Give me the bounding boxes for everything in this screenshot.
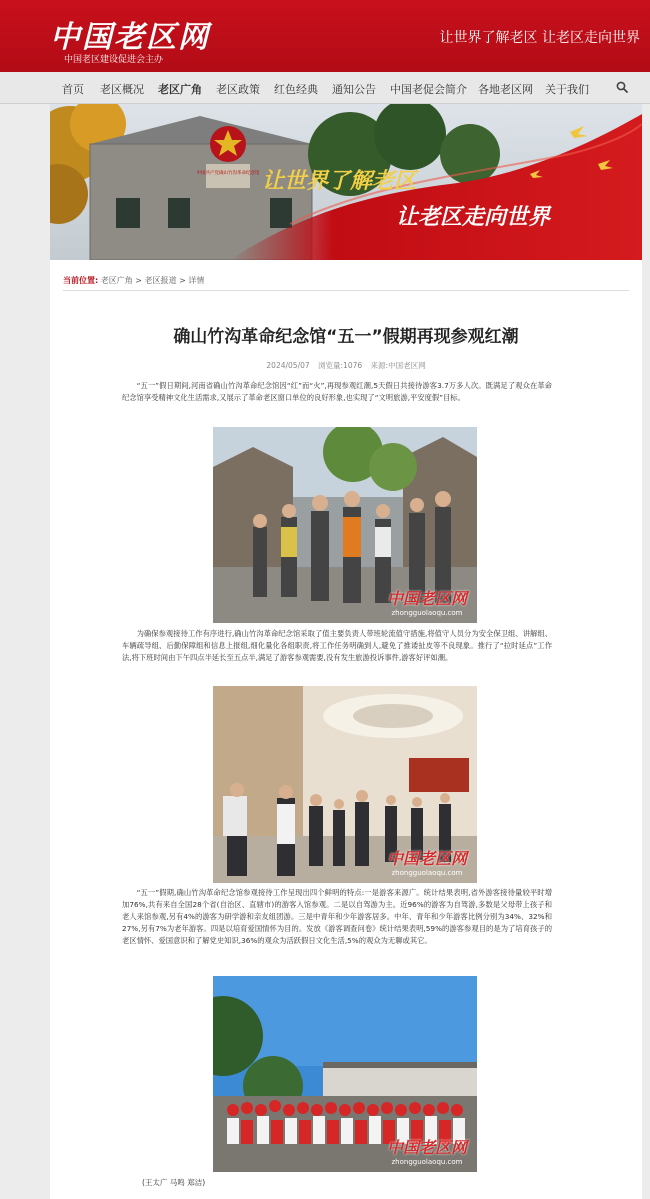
main-nav [0,72,650,104]
article-paragraph: “五一”假期,确山竹沟革命纪念馆参观接待工作呈现出四个鲜明的特点:一是游客来源广。统计结果表明,省外游客接待量较平时增加76%,共有来自全国28个省(自治区、直辖市)的游客入馆参观。二是以自驾游为主。近96%的游客为自驾游,多数是父母带上孩子和老人来馆参观,另有4%的游客为研学游和亲友组团游。三是中青年和少年游客居多。中年、青年和少年游客比例分别为34%、32%和27%,另有7%为老年游客。四是以培育爱国情怀为目的。发放《游客调查问卷》统计结果表明,59%的游客参观目的是为了培育孩子的老区情怀、爱国意识和了解党史知识,36%的观众为活跃假日文化生活,5%的观众为无聊或其它。 [122,888,552,946]
watermark [387,846,467,877]
nav-item-home[interactable]: 首页 [62,83,84,96]
nav-item-about-us[interactable]: 关于我们 [545,83,589,96]
banner-sign-text: 中国共产党确山竹沟革命纪念馆 [196,171,260,176]
watermark-url: zhongguolaoqu.com [391,869,463,877]
header-slogan: 让世界了解老区 让老区走向世界 [439,30,640,46]
banner-slogan-line1: 让世界了解老区 [262,168,417,194]
watermark-logo: 中国老区网 [386,1138,467,1157]
article-paragraph: “五一”假日期间,河南省确山竹沟革命纪念馆因“红”而“火”,再现参观红潮,5天假日共接待游客3.7万多人次。既满足了观众在革命纪念馆享受精神文化生活需求,又展示了革命老区窗口单位的良好形象,也实现了“文明旅游,平安度假”目标。 [122,381,552,403]
breadcrumb-item-wide-angle[interactable]: 老区广角 [100,276,133,285]
article-paragraph: 为确保参观接待工作有序进行,确山竹沟革命纪念馆采取了值主要负责人带班轮流值守措施,将值守人员分为安全保卫组、讲解组、车辆疏导组、后勤保障组和信息上报组,细化量化各组职责,将工作任务明确到人,避免了推诿扯皮等不良现象。推行了“拉时延点”工作法,将下班时间由下午四点半延长至五点半,满足了游客参观需要,没有发生旅游投诉事件,游客好评如潮。 [122,629,552,663]
watermark-logo: 中国老区网 [386,849,467,868]
nav-item-overview[interactable]: 老区概况 [100,83,144,96]
watermark-logo: 中国老区网 [386,589,467,608]
hero-banner [50,104,642,260]
watermark [387,586,467,617]
nav-item-wide-angle[interactable]: 老区广角 [158,83,202,96]
article-container [50,260,642,1199]
breadcrumb-separator: > [135,276,142,285]
article-title: 确山竹沟革命纪念馆“五一”假期再现参观红潮 [173,327,519,347]
article-views: 浏览量:1076 [318,361,363,370]
site-logo[interactable] [50,12,210,65]
nav-item-local-sites[interactable]: 各地老区网 [478,83,533,96]
article-photo [213,686,477,883]
article-photo [213,976,477,1172]
breadcrumb-divider [63,290,629,291]
breadcrumb [63,275,204,286]
banner-slogan-line2: 让老区走向世界 [396,204,551,230]
logo-subtitle: 中国老区建设促进会主办 [64,55,164,65]
article-source: 来源:中国老区网 [370,361,426,370]
breadcrumb-item-reports[interactable]: 老区报道 [144,276,177,285]
article-date: 2024/05/07 [266,361,310,370]
nav-item-association-intro[interactable]: 中国老促会简介 [390,83,467,96]
nav-item-policy[interactable]: 老区政策 [216,83,260,96]
search-icon[interactable] [616,81,628,93]
article-meta [50,360,642,371]
article-author: (王太广 马鸣 郑洁) [142,1178,206,1187]
article-photo [213,427,477,623]
nav-item-notices[interactable]: 通知公告 [332,83,376,96]
site-header [0,0,650,72]
breadcrumb-label: 当前位置: [63,276,99,285]
watermark [387,1135,467,1166]
banner-image [50,104,642,260]
watermark-url: zhongguolaoqu.com [391,609,463,617]
nav-item-red-classics[interactable]: 红色经典 [274,83,318,96]
watermark-url: zhongguolaoqu.com [391,1158,463,1166]
breadcrumb-separator: > [179,276,186,285]
logo-text: 中国老区网 [50,20,210,55]
breadcrumb-item-detail: 详情 [188,276,205,285]
